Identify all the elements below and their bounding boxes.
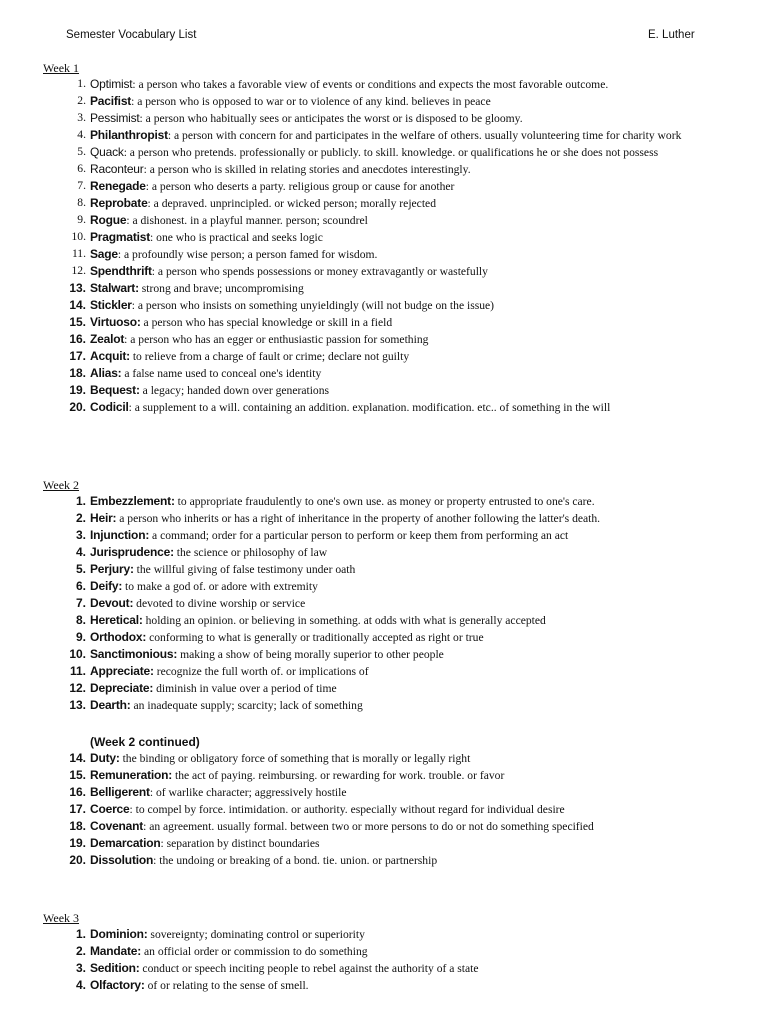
vocab-item: [0, 960, 768, 977]
item-number: 2.: [75, 511, 86, 525]
vocab-term: Sage: [90, 247, 118, 261]
item-number: 11.: [69, 664, 86, 678]
vocab-term: Mandate:: [90, 944, 142, 958]
vocab-term: Renegade: [90, 179, 146, 193]
vocab-item: [0, 382, 768, 399]
item-number: 2.: [75, 944, 86, 958]
vocab-item: [0, 612, 768, 629]
vocab-definition: : one who is practical and seeks logic: [150, 231, 323, 244]
vocab-item: [0, 144, 768, 161]
vocab-term: Dissolution: [90, 853, 154, 867]
vocab-definition: : a profoundly wise person; a person famed for wisdom.: [117, 248, 378, 261]
vocab-term: Coerce: [90, 802, 130, 816]
item-number: 17.: [69, 802, 86, 816]
vocab-item: [0, 331, 768, 348]
vocab-term: Acquit:: [90, 349, 130, 363]
vocab-definition: : a depraved. unprincipled. or wicked person; morally rejected: [147, 197, 436, 210]
vocab-item: [0, 195, 768, 212]
vocab-definition: holding an opinion. or believing in something. at odds with what is generally accepted: [142, 614, 546, 627]
item-number: 12.: [69, 681, 86, 695]
item-number: 7.: [75, 596, 86, 610]
item-number: 5.: [77, 145, 86, 158]
vocab-term: Rogue: [90, 213, 127, 227]
vocab-term: Duty:: [90, 751, 120, 765]
vocab-definition: a command; order for a particular person to perform or keep them from performing an act: [149, 529, 569, 542]
vocab-item: [0, 246, 768, 263]
week-2-heading: Week 2: [43, 478, 80, 492]
vocab-item: [0, 578, 768, 595]
vocab-item: [0, 263, 768, 280]
vocab-definition: : a person who is opposed to war or to violence of any kind. believes in peace: [131, 95, 491, 108]
vocab-term: Sedition:: [90, 961, 140, 975]
week-2-list-continued: [0, 750, 768, 869]
vocab-term: Deify:: [90, 579, 123, 593]
vocab-definition: recognize the full worth of. or implications of: [153, 665, 369, 678]
vocab-item: [0, 784, 768, 801]
vocab-definition: : of warlike character; aggressively hostile: [149, 786, 347, 799]
vocab-item: [0, 161, 768, 178]
vocab-term: Perjury:: [90, 562, 134, 576]
vocab-term: Injunction:: [90, 528, 150, 542]
item-number: 6.: [77, 162, 86, 175]
vocab-term: Demarcation: [90, 836, 161, 850]
vocab-definition: to appropriate fraudulently to one's own use. as money or property entrusted to one's care.: [174, 495, 595, 508]
vocab-definition: : a person who has an egger or enthusiastic passion for something: [124, 333, 429, 346]
vocab-item: [0, 663, 768, 680]
vocab-term: Embezzlement:: [90, 494, 175, 508]
vocab-definition: : a person who insists on something unyieldingly (will not budge on the issue): [131, 299, 495, 312]
vocab-definition: conduct or speech inciting people to rebel against the authority of a state: [139, 962, 479, 975]
vocab-item: [0, 127, 768, 144]
item-number: 1.: [75, 494, 86, 508]
vocab-item: [0, 399, 768, 416]
vocab-definition: : a person who habitually sees or anticipates the worst or is disposed to be gloomy.: [139, 112, 523, 125]
item-number: 9.: [75, 630, 86, 644]
vocab-term: Pessimist: [90, 111, 140, 125]
vocab-definition: of or relating to the sense of smell.: [144, 979, 309, 992]
item-number: 19.: [69, 383, 86, 397]
vocab-definition: : a person who takes a favorable view of events or conditions and expects the most favorable outcome.: [132, 78, 609, 91]
vocab-item: [0, 76, 768, 93]
vocab-item: [0, 365, 768, 382]
vocab-definition: to relieve from a charge of fault or crime; declare not guilty: [129, 350, 410, 363]
vocab-term: Covenant: [90, 819, 144, 833]
vocab-term: Stickler: [90, 298, 132, 312]
vocab-definition: : a person who deserts a party. religious group or cause for another: [145, 180, 455, 193]
item-number: 5.: [75, 562, 86, 576]
vocab-term: Quack: [90, 145, 124, 159]
item-number: 3.: [75, 528, 86, 542]
vocab-item: [0, 646, 768, 663]
vocab-item: [0, 767, 768, 784]
vocab-definition: devoted to divine worship or service: [133, 597, 306, 610]
item-number: 4.: [77, 128, 86, 141]
vocab-term: Raconteur: [90, 162, 144, 176]
vocab-definition: the act of paying. reimbursing. or rewarding for work. trouble. or favor: [172, 769, 505, 782]
item-number: 10.: [71, 230, 86, 243]
vocab-definition: : a supplement to a will. containing an addition. explanation. modification. etc.. of something in the will: [128, 401, 611, 414]
vocab-item: [0, 212, 768, 229]
vocab-definition: the science or philosophy of law: [173, 546, 328, 559]
vocab-item: [0, 93, 768, 110]
vocab-item: [0, 697, 768, 714]
vocab-definition: : an agreement. usually formal. between two or more persons to do or not do something specified: [143, 820, 594, 833]
document-author: E. Luther: [648, 29, 695, 41]
item-number: 17.: [69, 349, 86, 363]
vocab-definition: conforming to what is generally or traditionally accepted as right or true: [146, 631, 484, 644]
vocab-term: Zealot: [90, 332, 125, 346]
item-number: 9.: [77, 213, 86, 226]
item-number: 20.: [69, 853, 86, 867]
vocab-item: [0, 750, 768, 767]
vocab-term: Dominion:: [90, 927, 148, 941]
vocab-term: Stalwart:: [90, 281, 139, 295]
vocab-definition: the willful giving of false testimony under oath: [133, 563, 356, 576]
vocab-item: [0, 544, 768, 561]
vocab-item: [0, 510, 768, 527]
vocab-item: [0, 527, 768, 544]
vocab-term: Devout:: [90, 596, 134, 610]
item-number: 14.: [69, 298, 86, 312]
vocab-term: Orthodox:: [90, 630, 147, 644]
vocab-definition: a legacy; handed down over generations: [139, 384, 330, 397]
vocab-term: Heretical:: [90, 613, 143, 627]
item-number: 8.: [75, 613, 86, 627]
vocab-item: [0, 178, 768, 195]
vocab-definition: : to compel by force. intimidation. or authority. especially without regard for individual desire: [129, 803, 565, 816]
vocab-definition: making a show of being morally superior to other people: [177, 648, 444, 661]
vocab-definition: : separation by distinct boundaries: [160, 837, 320, 850]
item-number: 1.: [75, 927, 86, 941]
vocab-item: [0, 595, 768, 612]
week-3-heading: Week 3: [43, 911, 80, 925]
item-number: 15.: [69, 768, 86, 782]
item-number: 8.: [77, 196, 86, 209]
vocab-item: [0, 818, 768, 835]
item-number: 14.: [69, 751, 86, 765]
item-number: 4.: [75, 545, 86, 559]
vocab-definition: an official order or commission to do something: [141, 945, 368, 958]
item-number: 13.: [69, 698, 86, 712]
item-number: 11.: [71, 247, 86, 260]
item-number: 6.: [75, 579, 86, 593]
vocab-item: [0, 926, 768, 943]
vocab-term: Philanthropist: [90, 128, 168, 142]
vocab-term: Spendthrift: [90, 264, 152, 278]
week-1-heading: Week 1: [43, 61, 80, 75]
item-number: 3.: [75, 961, 86, 975]
vocab-term: Jurisprudence:: [90, 545, 174, 559]
item-number: 20.: [69, 400, 86, 414]
vocab-item: [0, 280, 768, 297]
item-number: 16.: [69, 785, 86, 799]
vocab-definition: : a person who pretends. professionally or publicly. to skill. knowledge. or qualifications he or she does not possess: [123, 146, 659, 159]
vocab-definition: : a person who is skilled in relating stories and anecdotes interestingly.: [143, 163, 471, 176]
vocab-item: [0, 297, 768, 314]
item-number: 3.: [77, 111, 86, 124]
item-number: 1.: [77, 77, 86, 90]
item-number: 19.: [69, 836, 86, 850]
vocab-term: Bequest:: [90, 383, 140, 397]
item-number: 10.: [69, 647, 86, 661]
vocab-definition: diminish in value over a period of time: [153, 682, 337, 695]
week-1-list: [0, 76, 768, 416]
vocab-item: [0, 493, 768, 510]
week-2-continued-note: (Week 2 continued): [90, 735, 200, 749]
item-number: 16.: [69, 332, 86, 346]
item-number: 18.: [69, 366, 86, 380]
vocab-definition: a person who has special knowledge or skill in a field: [140, 316, 393, 329]
vocab-definition: : a dishonest. in a playful manner. person; scoundrel: [126, 214, 368, 227]
vocab-term: Sanctimonious:: [90, 647, 178, 661]
item-number: 2.: [77, 94, 86, 107]
item-number: 15.: [69, 315, 86, 329]
vocab-term: Pragmatist: [90, 230, 151, 244]
vocab-term: Alias:: [90, 366, 122, 380]
vocab-term: Remuneration:: [90, 768, 173, 782]
vocab-item: [0, 852, 768, 869]
vocab-definition: sovereignty; dominating control or superiority: [147, 928, 365, 941]
vocab-item: [0, 835, 768, 852]
vocab-item: [0, 629, 768, 646]
vocab-definition: strong and brave; uncompromising: [138, 282, 304, 295]
vocab-item: [0, 110, 768, 127]
item-number: 4.: [75, 978, 86, 992]
document-title: Semester Vocabulary List: [66, 29, 197, 41]
vocab-term: Belligerent: [90, 785, 150, 799]
vocab-term: Codicil: [90, 400, 129, 414]
vocab-definition: : a person with concern for and participates in the welfare of others. usually volunteering time for charity work: [167, 129, 682, 142]
vocab-term: Pacifist: [90, 94, 132, 108]
vocab-definition: a false name used to conceal one's identity: [121, 367, 322, 380]
vocab-item: [0, 943, 768, 960]
vocab-definition: an inadequate supply; scarcity; lack of something: [130, 699, 363, 712]
vocab-term: Depreciate:: [90, 681, 154, 695]
vocab-term: Optimist: [90, 77, 133, 91]
vocab-term: Dearth:: [90, 698, 131, 712]
week-2-list: [0, 493, 768, 714]
vocab-definition: a person who inherits or has a right of inheritance in the property of another following the latter's death.: [116, 512, 601, 525]
vocab-item: [0, 680, 768, 697]
vocab-term: Appreciate:: [90, 664, 154, 678]
item-number: 12.: [71, 264, 86, 277]
vocab-term: Virtuoso:: [90, 315, 141, 329]
vocab-item: [0, 977, 768, 994]
vocab-item: [0, 229, 768, 246]
week-3-list: [0, 926, 768, 994]
vocab-item: [0, 801, 768, 818]
item-number: 18.: [69, 819, 86, 833]
item-number: 13.: [69, 281, 86, 295]
vocab-definition: : the undoing or breaking of a bond. tie. union. or partnership: [153, 854, 438, 867]
vocab-term: Heir:: [90, 511, 117, 525]
vocab-definition: the binding or obligatory force of something that is morally or legally right: [119, 752, 471, 765]
vocab-definition: : a person who spends possessions or money extravagantly or wastefully: [151, 265, 488, 278]
vocab-item: [0, 348, 768, 365]
vocab-item: [0, 314, 768, 331]
vocab-item: [0, 561, 768, 578]
vocab-term: Olfactory:: [90, 978, 145, 992]
vocab-term: Reprobate: [90, 196, 148, 210]
vocab-definition: to make a god of. or adore with extremity: [122, 580, 318, 593]
item-number: 7.: [77, 179, 86, 192]
